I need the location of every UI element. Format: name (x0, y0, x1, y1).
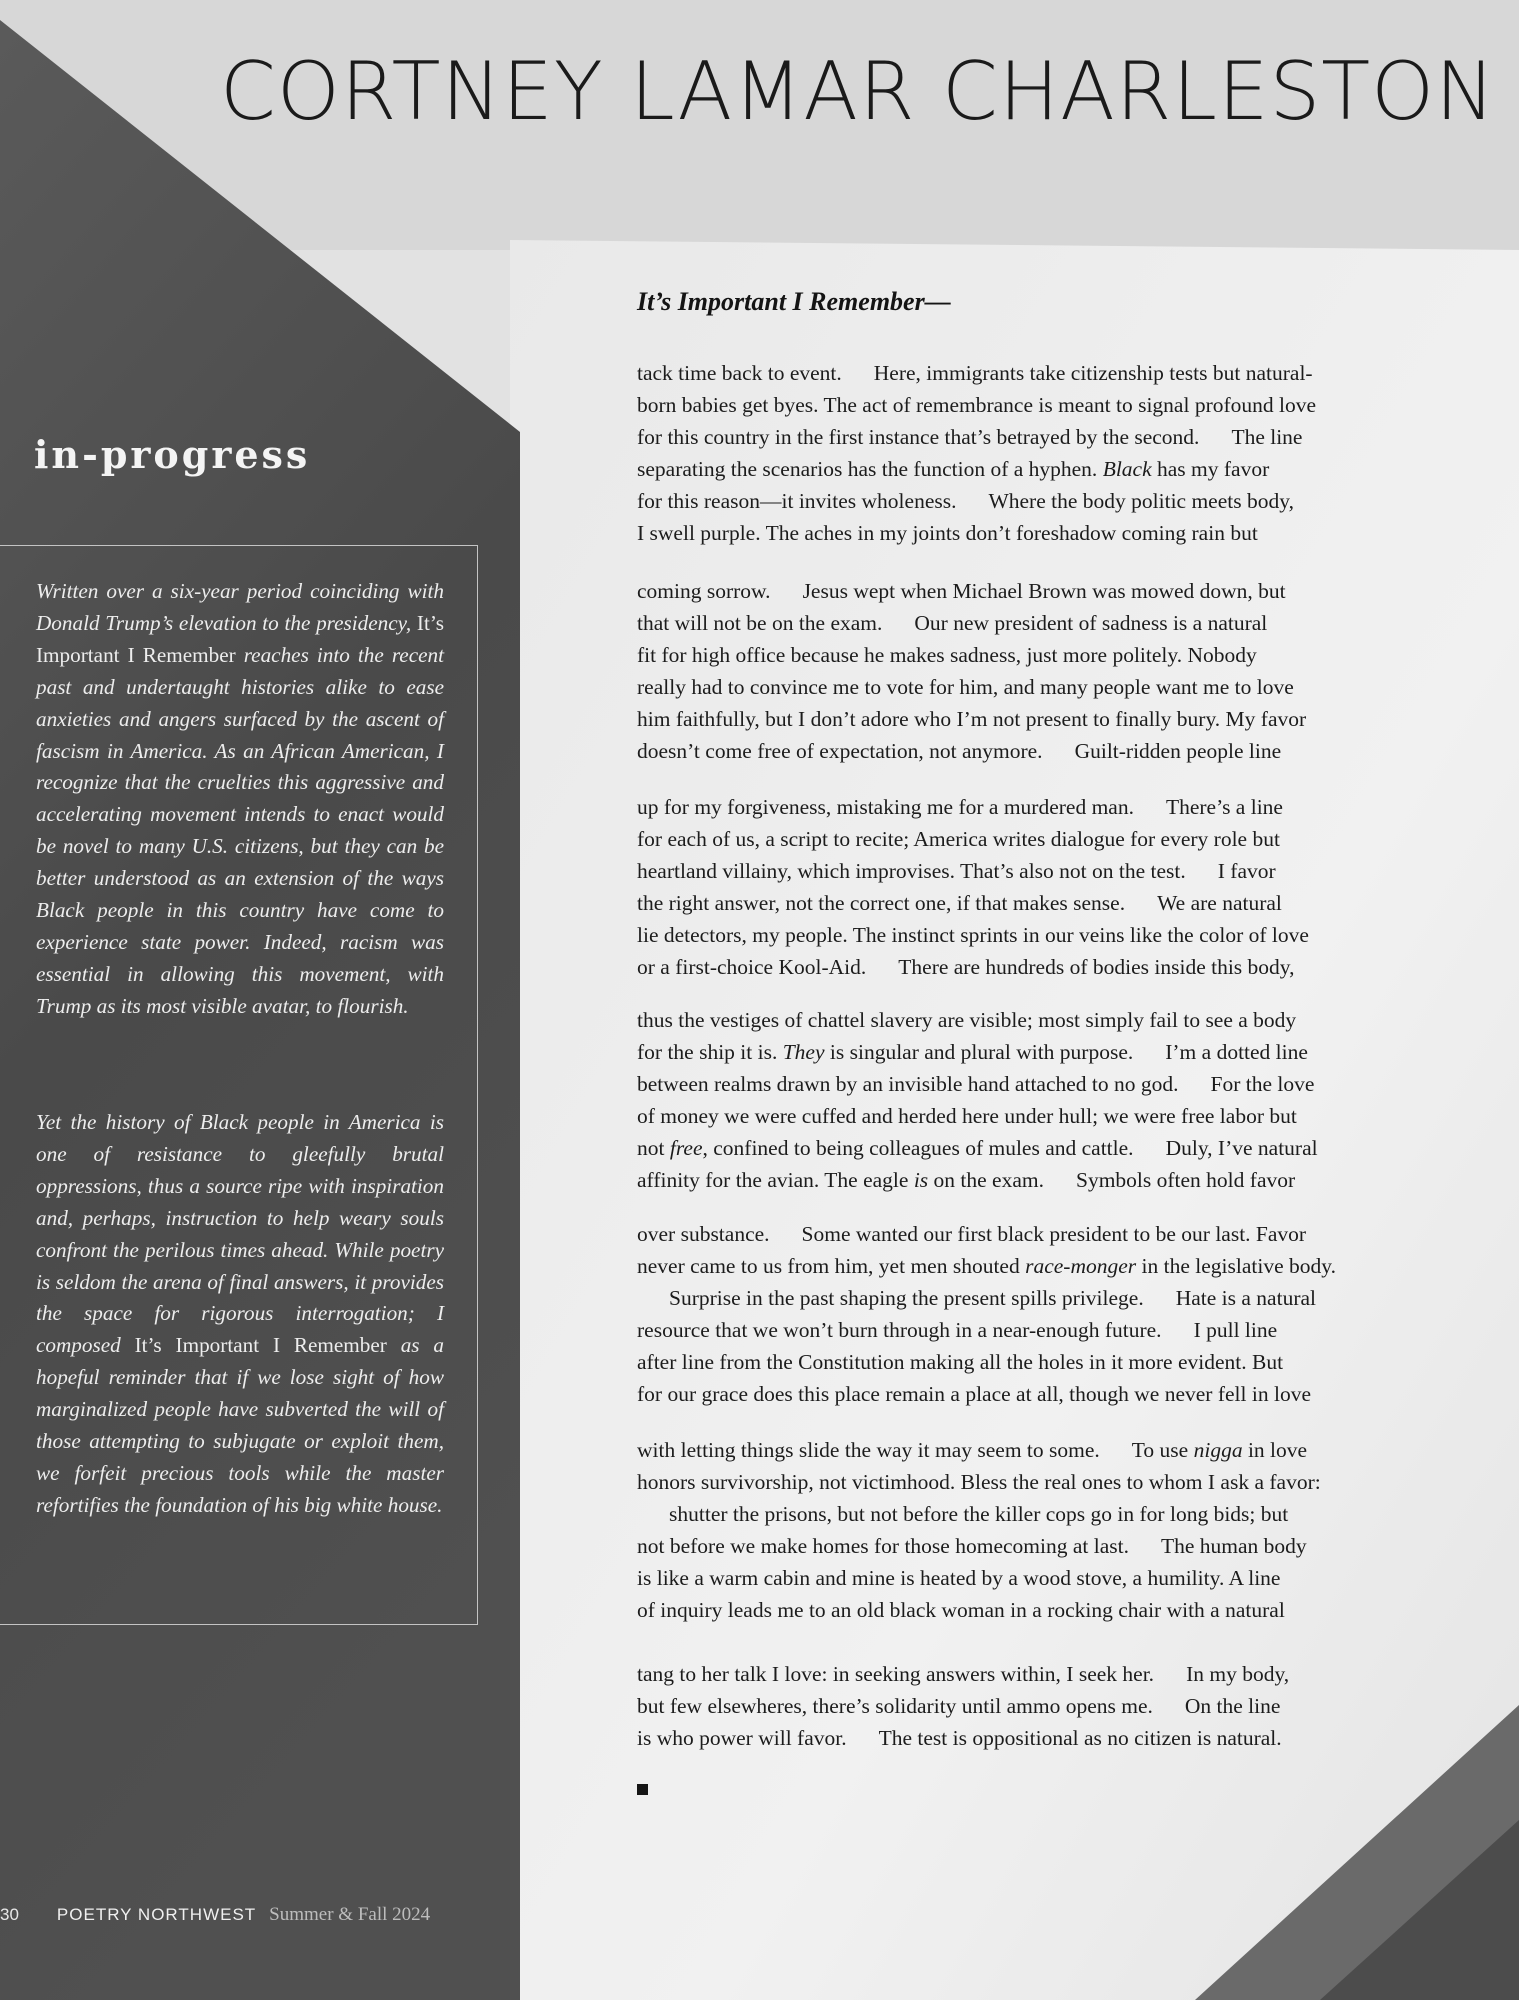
poem-line (637, 1036, 1457, 1068)
page-footer (0, 1904, 430, 1928)
poem-line (637, 1218, 1457, 1250)
poem-line (637, 1346, 1457, 1378)
poem-text: tack time back to event. (637, 361, 842, 385)
poem-line (637, 1164, 1457, 1196)
poem-line (637, 1530, 1457, 1562)
poem-title-reference: It’s Important I Remember (134, 1333, 387, 1358)
poem-text: is like a warm cabin and mine is heated by a wood stove, a humility. A line (637, 1566, 1281, 1590)
poem-text: not before we make homes for those homecoming at last. (637, 1534, 1129, 1558)
poem-text: born babies get byes. The act of remembrance is meant to signal profound love (637, 393, 1317, 417)
poem-text: on the exam. (928, 1168, 1044, 1192)
poem-line (637, 607, 1457, 639)
poem-title: It’s Important I Remember— (637, 287, 951, 316)
note-text: Written over a six-year period coinciding with Donald Trump’s elevation to the presidency, (36, 579, 444, 635)
poem-text: that will not be on the exam. (637, 611, 883, 635)
poem-text: him faithfully, but I don’t adore who I’m not present to finally bury. My favor (637, 707, 1307, 731)
poem-line (637, 1690, 1457, 1722)
poem-stanza (637, 1004, 1457, 1196)
poem-text: after line from the Constitution making all the holes in it more evident. But (637, 1350, 1284, 1374)
poem-line (637, 575, 1457, 607)
poem-line (637, 485, 1457, 517)
poem-line (637, 1434, 1457, 1466)
poem-text: Hate is a natural (1175, 1286, 1317, 1310)
poem-line (637, 823, 1457, 855)
poem-text: the right answer, not the correct one, if that makes sense. (637, 891, 1126, 915)
note-text: as a hopeful reminder that if we lose sight of how marginalized people have subverted the will of those attempting to subjugate or exploit them, we forfeit precious tools while the master refortifies the foundation of his big white house. (36, 1333, 445, 1517)
poem-line (637, 791, 1457, 823)
poem-text: has my favor (1151, 457, 1270, 481)
poem-line (637, 1594, 1457, 1626)
poem-text: There’s a line (1165, 795, 1283, 819)
poem-text: Some wanted our first black president to be our last. Favor (801, 1222, 1307, 1246)
poem-text: Our new president of sadness is a natural (914, 611, 1268, 635)
poem-line (637, 735, 1457, 767)
poem-line (637, 421, 1457, 453)
poem-line (637, 517, 1457, 549)
poem-text: The human body (1160, 1534, 1307, 1558)
poem-stanza (637, 357, 1457, 549)
poem-text-italic: free (669, 1136, 703, 1160)
poem-text: up for my forgiveness, mistaking me for a murdered man. (637, 795, 1134, 819)
poem-line (637, 951, 1457, 983)
poem-title-reference: It’s Important I Remember (36, 610, 444, 667)
poem-text: Symbols often hold favor (1075, 1168, 1296, 1192)
poem-text: Here, immigrants take citizenship tests but natural- (873, 361, 1313, 385)
poem-line (637, 1722, 1457, 1754)
poem-text: I swell purple. The aches in my joints don’t foreshadow coming rain but (637, 521, 1258, 545)
poem-text: really had to convince me to vote for him, and many people want me to love (637, 675, 1294, 699)
poem-text: thus the vestiges of chattel slavery are visible; most simply fail to see a body (637, 1008, 1297, 1032)
poem-stanza (637, 575, 1457, 767)
poem-line (637, 887, 1457, 919)
poem-line (637, 919, 1457, 951)
poem-line (637, 453, 1457, 485)
poem-line (637, 1250, 1457, 1282)
page-number: 30 (0, 1905, 19, 1924)
poem-text: of inquiry leads me to an old black woman in a rocking chair with a natural (637, 1598, 1285, 1622)
poem-text: affinity for the avian. The eagle (637, 1168, 914, 1192)
poem-line (637, 1314, 1457, 1346)
poem-text: for this country in the first instance that’s betrayed by the second. (637, 425, 1200, 449)
poem-text: We are natural (1157, 891, 1282, 915)
poem-text: honors survivorship, not victimhood. Bless the real ones to whom I ask a favor: (637, 1470, 1321, 1494)
poem-line (637, 1100, 1457, 1132)
poem-text: with letting things slide the way it may seem to some. (637, 1438, 1100, 1462)
author-note-paragraph (36, 1107, 444, 1522)
poem-line (637, 389, 1457, 421)
poem-text: shutter the prisons, but not before the killer cops go in for long bids; but (669, 1502, 1289, 1526)
poem-text: I pull line (1193, 1318, 1278, 1342)
poem-text: in love (1242, 1438, 1308, 1462)
poem-line (637, 1658, 1457, 1690)
poem-text: Where the body politic meets body, (988, 489, 1294, 513)
poem-text: I’m a dotted line (1165, 1040, 1308, 1064)
poem-text: Jesus wept when Michael Brown was mowed down, but (802, 579, 1286, 603)
poem-text: coming sorrow. (637, 579, 771, 603)
poem-text: between realms drawn by an invisible hand attached to no god. (637, 1072, 1179, 1096)
poem-line (637, 1466, 1457, 1498)
poem-text-italic: nigga (1193, 1438, 1243, 1462)
poem-text: The test is oppositional as no citizen is natural. (878, 1726, 1282, 1750)
poem-text-italic: race-monger (1025, 1254, 1137, 1278)
poem-text: lie detectors, my people. The instinct sprints in our veins like the color of love (637, 923, 1309, 947)
poem-text: In my body, (1186, 1662, 1290, 1686)
poem-line (637, 1132, 1457, 1164)
poem-stanza (637, 1218, 1457, 1410)
poem-text: in the legislative body. (1136, 1254, 1336, 1278)
poem-line (637, 855, 1457, 887)
poem-text: For the love (1210, 1072, 1315, 1096)
poem-text: for this reason—it invites wholeness. (637, 489, 957, 513)
author-note-paragraph (36, 576, 444, 1023)
poem-text: but few elsewheres, there’s solidarity until ammo opens me. (637, 1694, 1153, 1718)
poem-line (637, 671, 1457, 703)
poem-text: fit for high office because he makes sadness, just more politely. Nobody (637, 643, 1257, 667)
poem-text: Guilt-ridden people line (1074, 739, 1282, 763)
poem-text: is singular and plural with purpose. (824, 1040, 1134, 1064)
poem-line (637, 1068, 1457, 1100)
poem-line (637, 1282, 1457, 1314)
poem-line (637, 1562, 1457, 1594)
note-text: reaches into the recent past and undertaught histories alike to ease anxieties and angers surfaced by the ascent of fascism in America. As an African American, I recognize that the cruelties this aggressive and accelerating movement intends to enact would be novel to many U.S. citizens, but they can be better understood as an extension of the ways Black people in this country have come to experience state power. Indeed, racism was essential in allowing this movement, with Trump as its most visible avatar, to flourish. (36, 642, 444, 1018)
poem-stanza (637, 1658, 1457, 1754)
author-name: CORTNEY LAMAR CHARLESTON (220, 45, 1496, 138)
poem-text: tang to her talk I love: in seeking answers within, I seek her. (637, 1662, 1155, 1686)
poem-line (637, 1498, 1457, 1530)
poem-text: I favor (1217, 859, 1276, 883)
poem-text-italic: They (782, 1040, 825, 1064)
poem-line (637, 1378, 1457, 1410)
poem-text: for each of us, a script to recite; America writes dialogue for every role but (637, 827, 1280, 851)
poem-text: Duly, I’ve natural (1165, 1136, 1318, 1160)
poem-text-italic: Black (1102, 457, 1152, 481)
poem-text: never came to us from him, yet men shouted (637, 1254, 1026, 1278)
poem-text: doesn’t come free of expectation, not anymore. (637, 739, 1043, 763)
poem-line (637, 703, 1457, 735)
poem-text: for our grace does this place remain a place at all, though we never fell in love (637, 1382, 1311, 1406)
poem-text: or a first-choice Kool-Aid. (637, 955, 867, 979)
poem-stanza (637, 791, 1457, 983)
note-text: Yet the history of Black people in America is one of resistance to gleefully brutal oppressions, thus a source ripe with inspiration and, perhaps, instruction to help weary souls confront the perilous times ahead. While poetry is seldom the arena of final answers, it provides the space for rigorous interrogation; I composed (36, 1110, 444, 1358)
poem-text: On the line (1184, 1694, 1281, 1718)
section-label: in-progress (34, 432, 311, 477)
magazine-name: POETRY NORTHWEST (56, 1905, 257, 1924)
poem-text: of money we were cuffed and herded here under hull; we were free labor but (637, 1104, 1297, 1128)
poem-text: Surprise in the past shaping the present spills privilege. (669, 1286, 1144, 1310)
poem-line (637, 639, 1457, 671)
poem-line (637, 1004, 1457, 1036)
poem-text: not (637, 1136, 670, 1160)
poem-line (637, 357, 1457, 389)
poem-text: over substance. (637, 1222, 770, 1246)
poem-text: There are hundreds of bodies inside this body, (898, 955, 1295, 979)
poem-text-italic: is (913, 1168, 929, 1192)
end-mark (637, 1784, 648, 1795)
poem-text: resource that we won’t burn through in a near-enough future. (637, 1318, 1162, 1342)
poem-text: separating the scenarios has the function of a hyphen. (637, 457, 1103, 481)
poem-text: for the ship it is. (637, 1040, 783, 1064)
poem-stanza (637, 1434, 1457, 1626)
poem-text: is who power will favor. (637, 1726, 847, 1750)
poem-text: To use (1131, 1438, 1194, 1462)
issue-name: Summer & Fall 2024 (269, 1904, 431, 1925)
poem-text: , confined to being colleagues of mules and cattle. (702, 1136, 1134, 1160)
poem-text: heartland villainy, which improvises. That’s also not on the test. (637, 859, 1186, 883)
poem-text: The line (1231, 425, 1303, 449)
